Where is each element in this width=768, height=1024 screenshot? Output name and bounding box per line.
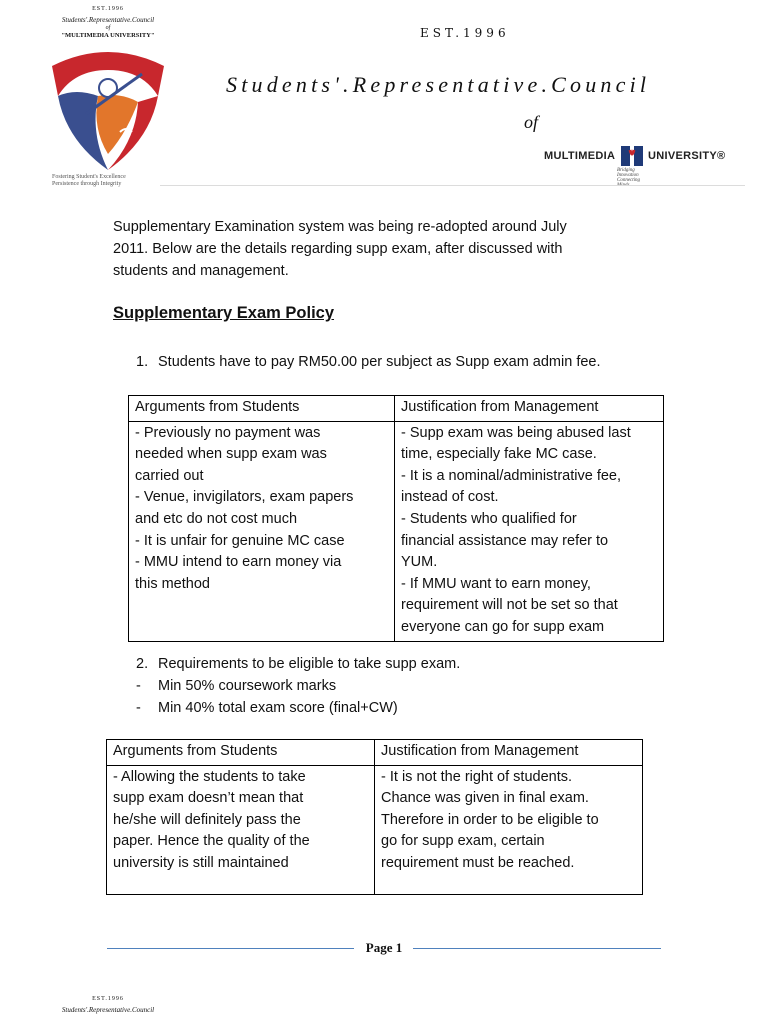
next-page-est: EST.1996 xyxy=(92,996,124,1002)
item-number: 2. xyxy=(136,656,149,672)
policy-heading: Supplementary Exam Policy xyxy=(113,304,335,322)
cell-line: time, especially fake MC case. xyxy=(401,446,597,463)
item-text: Requirements to be eligible to take supp exam. xyxy=(158,656,461,672)
mmu-left-word: MULTIMEDIA xyxy=(544,150,616,162)
requirement-item xyxy=(136,698,398,720)
management-justification-cell xyxy=(375,765,643,894)
cell-line: - Venue, invigilators, exam papers xyxy=(135,489,354,506)
cell-line: requirement will not be set so that xyxy=(401,597,618,614)
cell-line: supp exam doesn’t mean that xyxy=(113,790,304,807)
cell-line: - It is not the right of students. xyxy=(381,768,573,785)
eligibility-arguments-table xyxy=(106,739,643,895)
requirement-dash: - xyxy=(136,678,141,694)
cell-line: YUM. xyxy=(401,554,438,571)
requirement-item xyxy=(136,676,336,698)
cell-line: Therefore in order to be eligible to xyxy=(381,811,599,828)
intro-paragraph xyxy=(113,217,633,282)
cell-line: - It is unfair for genuine MC case xyxy=(135,532,345,549)
requirement-text: Min 40% total exam score (final+CW) xyxy=(158,700,398,716)
cell-line: - Allowing the students to take xyxy=(113,768,306,785)
cell-line: this method xyxy=(135,575,210,592)
mmu-emblem-icon xyxy=(620,144,644,168)
cell-line: everyone can go for supp exam xyxy=(401,618,605,635)
cell-line: instead of cost. xyxy=(401,489,499,506)
shield-emblem-icon xyxy=(46,44,170,174)
cell-line: requirement must be reached. xyxy=(381,854,575,871)
intro-line: Supplementary Examination system was being re-adopted around July xyxy=(113,219,567,235)
intro-line: students and management. xyxy=(113,262,289,279)
next-page-council: Students'.Representative.Council xyxy=(61,1006,155,1014)
fee-arguments-table xyxy=(128,395,664,642)
students-arguments-cell xyxy=(107,765,375,894)
cell-line: - If MMU want to earn money, xyxy=(401,575,591,592)
cell-line: - Students who qualified for xyxy=(401,510,577,527)
logo-motto xyxy=(52,174,176,188)
header-est: EST.1996 xyxy=(420,26,510,40)
cell-line: go for supp exam, certain xyxy=(381,833,545,850)
header-of: of xyxy=(524,112,539,132)
requirement-dash: - xyxy=(136,700,141,716)
cell-line: Chance was given in final exam. xyxy=(381,790,589,807)
cell-line: paper. Hence the quality of the xyxy=(113,833,310,850)
logo-motto-line: Persistence through Integrity xyxy=(52,181,122,187)
management-justification-cell xyxy=(395,421,664,641)
requirement-text: Min 50% coursework marks xyxy=(158,678,337,694)
table-header-management: Justification from Management xyxy=(375,740,643,766)
mmu-tagline: Bridging Innovation Connecting xyxy=(617,168,641,183)
students-arguments-cell xyxy=(129,421,395,641)
header-divider xyxy=(160,185,745,186)
cell-line: - Previously no payment was xyxy=(135,424,321,441)
item-number: 1. xyxy=(136,354,149,370)
cell-line: - It is a nominal/administrative fee, xyxy=(401,467,622,484)
footer-rule-left xyxy=(107,948,354,949)
logo-of: of xyxy=(105,25,111,31)
policy-item-1 xyxy=(136,352,601,374)
src-logo xyxy=(38,6,178,188)
header-title: Students'.Representative.Council xyxy=(226,72,651,97)
cell-line: university is still maintained xyxy=(113,854,289,871)
policy-item-2 xyxy=(136,654,460,676)
table-header-management: Justification from Management xyxy=(395,396,664,422)
page-number: Page 1 xyxy=(365,940,403,955)
cell-line: he/she will definitely pass the xyxy=(113,811,301,828)
cell-line: needed when supp exam was xyxy=(135,446,327,463)
logo-motto-line: Fostering Student's Excellence xyxy=(52,174,126,180)
cell-line: financial assistance may refer to xyxy=(401,532,609,549)
logo-est: EST.1996 xyxy=(92,6,124,12)
table-header-students: Arguments from Students xyxy=(129,396,395,422)
cell-line: - MMU intend to earn money via xyxy=(135,554,342,571)
cell-line: and etc do not cost much xyxy=(135,510,298,527)
cell-line: carried out xyxy=(135,467,204,484)
logo-council-name: Students'.Representative.Council xyxy=(61,16,155,24)
mmu-logo xyxy=(542,144,742,168)
intro-line: 2011. Below are the details regarding supp exam, after discussed with xyxy=(113,240,563,257)
footer-rule-right xyxy=(413,948,661,949)
table-header-students: Arguments from Students xyxy=(107,740,375,766)
cell-line: - Supp exam was being abused last xyxy=(401,424,631,441)
mmu-right-word: UNIVERSITY® xyxy=(648,150,726,162)
item-text: Students have to pay RM50.00 per subject as Supp exam admin fee. xyxy=(158,354,601,370)
logo-university-name: "MULTIMEDIA UNIVERSITY" xyxy=(61,32,155,39)
